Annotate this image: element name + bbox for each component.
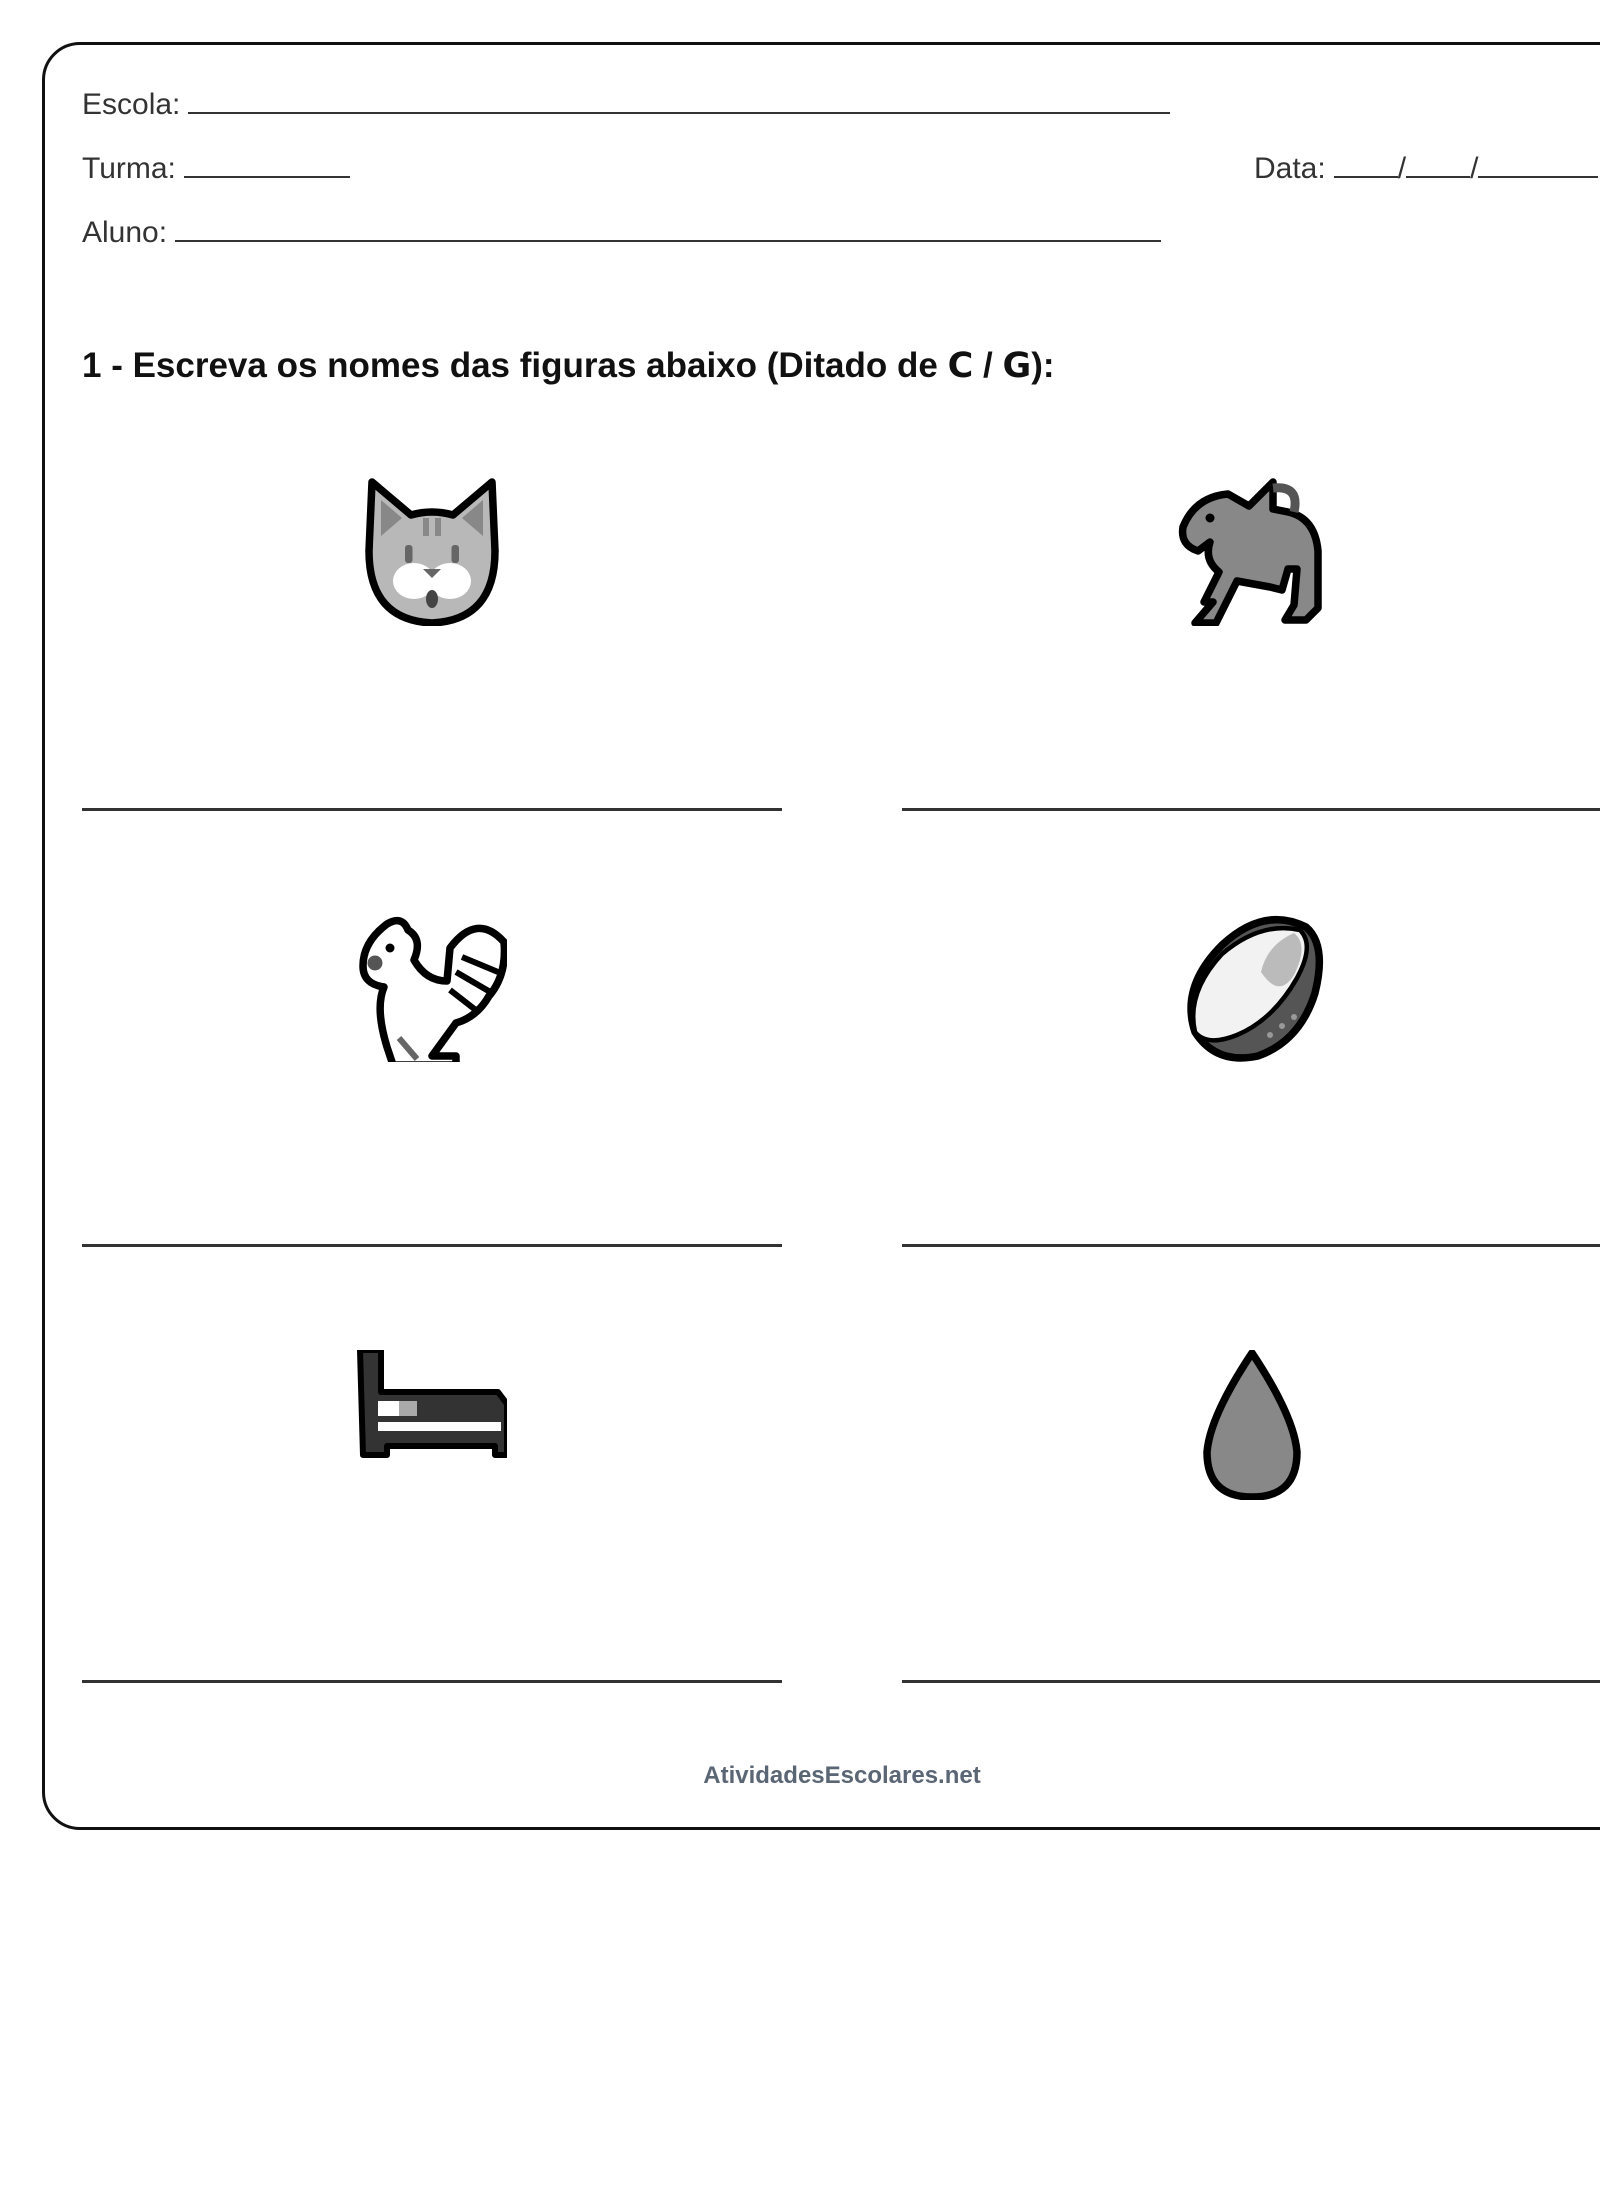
answer-line[interactable] — [902, 1680, 1600, 1683]
droplet-icon — [1177, 1350, 1327, 1500]
aluno-label: Aluno: — [82, 216, 168, 249]
aluno-blank[interactable] — [175, 212, 1161, 242]
cat-face-icon — [357, 476, 507, 626]
turma-label: Turma: — [82, 152, 176, 185]
escola-label: Escola: — [82, 88, 181, 121]
answer-line[interactable] — [82, 1244, 782, 1247]
answer-line[interactable] — [82, 808, 782, 811]
question-prefix: 1 - Escreva os nomes das figuras abaixo (Ditado de — [82, 346, 948, 385]
data-year-blank[interactable] — [1478, 148, 1598, 178]
data-day-blank[interactable] — [1334, 148, 1398, 178]
worksheet-frame — [42, 42, 1600, 1830]
answer-line[interactable] — [82, 1680, 782, 1683]
bed-icon — [357, 1350, 507, 1500]
coconut-icon — [1177, 912, 1327, 1062]
letter-c: C — [947, 346, 974, 386]
turma-blank[interactable] — [184, 148, 350, 178]
data-field — [1254, 148, 1598, 186]
letter-g: G — [1002, 346, 1032, 386]
question-title — [82, 346, 1055, 386]
data-label: Data: — [1254, 152, 1326, 185]
question-suffix: ): — [1031, 346, 1055, 385]
question-slash: / — [973, 346, 1003, 385]
aluno-field — [82, 212, 1161, 250]
escola-field — [82, 84, 1170, 122]
turma-field — [82, 148, 350, 186]
rooster-icon — [357, 912, 507, 1062]
answer-line[interactable] — [902, 808, 1600, 811]
data-separator: / — [1470, 152, 1479, 185]
data-separator: / — [1397, 152, 1407, 185]
escola-blank[interactable] — [188, 84, 1170, 114]
horse-icon — [1177, 476, 1327, 626]
data-month-blank[interactable] — [1406, 148, 1470, 178]
answer-line[interactable] — [902, 1244, 1600, 1247]
footer-site: AtividadesEscolares.net — [703, 1762, 981, 1789]
